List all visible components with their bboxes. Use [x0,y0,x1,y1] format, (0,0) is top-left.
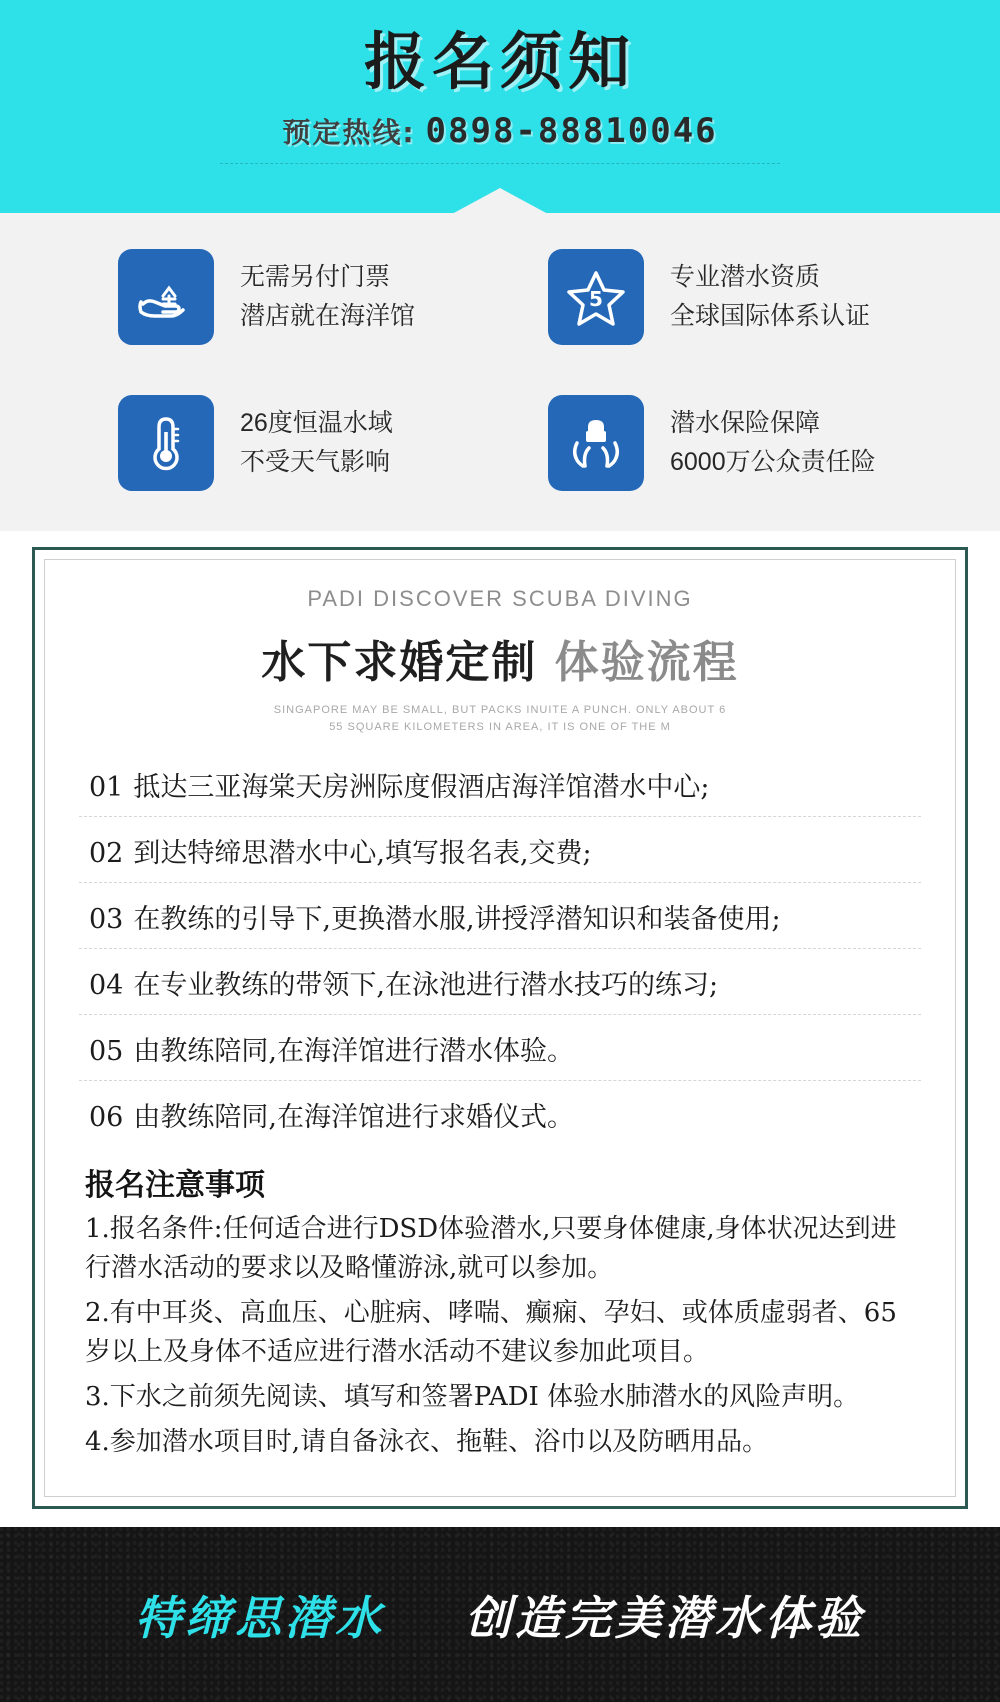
star-five-icon [548,249,644,345]
feature-line-2: 不受天气影响 [240,448,391,476]
note-item: 4.参加潜水项目时,请自备泳衣、拖鞋、浴巾以及防晒用品。 [85,1427,769,1457]
feature-text [670,258,870,336]
flow-subtitle-line-1: SINGAPORE MAY BE SMALL, BUT PACKS INUITE A PUNCH. ONLY ABOUT 6 [273,704,727,716]
flow-card-inner [44,559,956,1497]
list-item [79,1015,921,1081]
footer-brand: 特缔思潜水 [134,1590,385,1645]
step-number: 01 [89,772,124,803]
step-text: 抵达三亚海棠天房洲际度假酒店海洋馆潜水中心; [133,772,710,803]
feature-item [118,249,548,345]
notes-title: 报名注意事项 [85,1168,265,1203]
feature-item [118,395,548,491]
step-text: 由教练陪同,在海洋馆进行潜水体验。 [133,1036,574,1067]
list-item [79,949,921,1015]
steps-list [79,751,921,1146]
hotline-number[interactable]: 0898-88810046 [425,111,718,152]
hotline-label: 预定热线: [282,116,416,150]
list-item [79,1081,921,1146]
hotline-row [0,111,1000,151]
note-item: 1.报名条件:任何适合进行DSD体验潜水,只要身体健康,身体状况达到进行潜水活动的要求以及略懂游泳,就可以参加。 [85,1214,897,1283]
step-number: 02 [89,838,124,869]
feature-text [240,258,415,336]
note-item: 3.下水之前须先阅读、填写和签署PADI 体验水肺潜水的风险声明。 [85,1382,860,1412]
flow-section [0,531,1000,1527]
feature-item [548,395,978,491]
flow-title-sub: 体验流程 [554,637,739,688]
feature-item [548,249,978,345]
flow-subtitle-line-2: 55 SQUARE KILOMETERS IN AREA, IT IS ONE OF THE M [329,720,671,733]
feature-line-1: 无需另付门票 [240,263,391,292]
step-number: 05 [89,1036,124,1067]
feature-line-2: 6000万公众责任险 [670,448,876,476]
step-text: 由教练陪同,在海洋馆进行求婚仪式。 [133,1102,574,1133]
list-item [79,883,921,949]
feature-line-1: 专业潜水资质 [670,263,821,292]
step-number: 06 [89,1102,124,1133]
list-item [79,751,921,817]
footer-slogan-text: 创造完美潜水体验 [465,1590,866,1645]
feature-text [670,404,876,482]
step-number: 04 [89,970,124,1001]
step-text: 在专业教练的带领下,在泳池进行潜水技巧的练习; [133,970,719,1001]
page-title: 报名须知 [363,25,636,98]
page-header [0,0,1000,213]
header-divider [220,163,780,165]
header-arrow [452,188,548,214]
step-text: 到达特缔思潜水中心,填写报名表,交费; [133,838,592,869]
feature-text [240,404,393,482]
feature-line-2: 全球国际体系认证 [670,302,871,330]
step-number: 03 [89,904,124,935]
hand-yen-icon [118,249,214,345]
features-row-2 [0,395,1000,491]
flow-title-main: 水下求婚定制 [261,637,538,688]
list-item [79,817,921,883]
features-row-1 [0,249,1000,345]
flow-eyebrow: PADI DISCOVER SCUBA DIVING [307,586,693,611]
feature-line-2: 潜店就在海洋馆 [240,302,416,330]
features-section [0,213,1000,531]
flow-card [32,547,968,1509]
feature-line-1: 潜水保险保障 [670,409,821,438]
flow-title [79,626,921,690]
svg-text:5: 5 [589,287,603,311]
feature-line-1: 26度恒温水域 [240,409,393,438]
note-item: 2.有中耳炎、高血压、心脏病、哮喘、癫痫、孕妇、或体质虚弱者、65岁以上及身体不适应进行潜水活动不建议参加此项目。 [85,1298,897,1367]
hands-shield-icon [548,395,644,491]
flow-subtitle [79,702,921,735]
thermometer-icon [118,395,214,491]
step-text: 在教练的引导下,更换潜水服,讲授浮潜知识和装备使用; [133,904,781,935]
